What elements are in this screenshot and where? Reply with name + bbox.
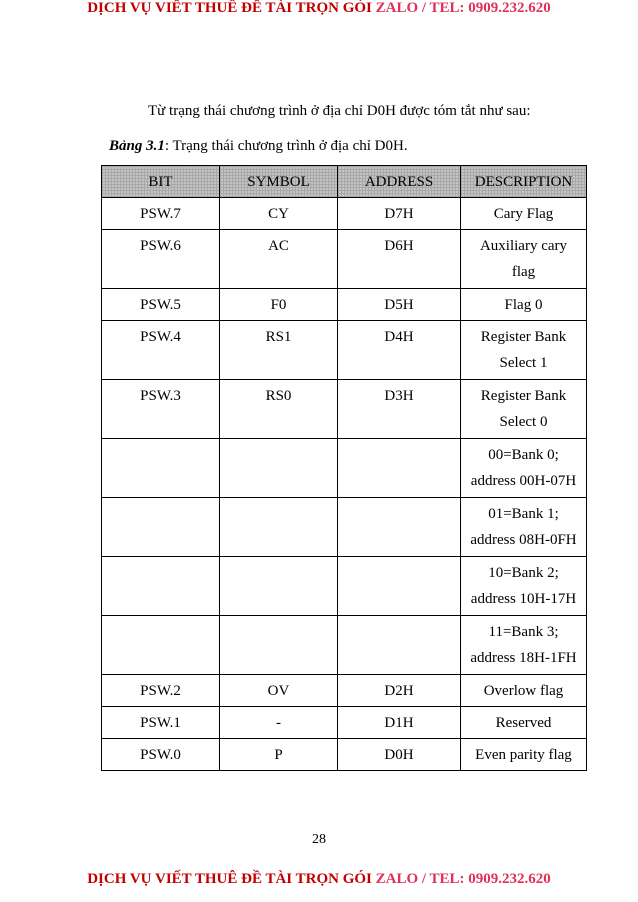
cell-description (461, 289, 587, 321)
table-caption (109, 138, 408, 155)
cell-description (461, 380, 587, 439)
cell-bit: PSW.2 (102, 675, 220, 707)
description-line: Flag 0 (504, 297, 543, 313)
description-line: 00=Bank 0; (488, 447, 559, 463)
cell-symbol: CY (220, 198, 338, 230)
cell-bit (102, 439, 220, 498)
cell-symbol: P (220, 739, 338, 771)
page-number: 28 (312, 832, 326, 847)
description-line: address 18H-1FH (470, 650, 577, 666)
description-line: Cary Flag (493, 206, 554, 222)
table-row (102, 439, 587, 498)
cell-bit: PSW.0 (102, 739, 220, 771)
cell-bit: PSW.6 (102, 230, 220, 289)
cell-symbol: RS0 (220, 380, 338, 439)
cell-bit: PSW.3 (102, 380, 220, 439)
table-row (102, 557, 587, 616)
table-row (102, 230, 587, 289)
description-line: flag (511, 264, 536, 280)
cell-symbol (220, 498, 338, 557)
table-header-row (102, 166, 587, 198)
cell-address: D7H (338, 198, 461, 230)
description-line: Auxiliary cary (479, 238, 568, 254)
cell-bit: PSW.1 (102, 707, 220, 739)
cell-symbol: OV (220, 675, 338, 707)
table-row (102, 675, 587, 707)
cell-address: D6H (338, 230, 461, 289)
cell-description (461, 198, 587, 230)
cell-bit: PSW.4 (102, 321, 220, 380)
cell-description (461, 321, 587, 380)
description-line: Register Bank (480, 329, 567, 345)
cell-address: D3H (338, 380, 461, 439)
header-address: ADDRESS (338, 166, 461, 198)
cell-description (461, 498, 587, 557)
table-row (102, 616, 587, 675)
cell-bit (102, 498, 220, 557)
description-line: Overlow flag (483, 683, 564, 699)
cell-symbol: - (220, 707, 338, 739)
caption-text: : Trạng thái chương trình ở địa chỉ D0H. (164, 138, 408, 154)
header-description: DESCRIPTION (461, 166, 587, 198)
banner-contact-text: ZALO / TEL: 0909.232.620 (375, 871, 551, 887)
psw-table (101, 165, 587, 771)
cell-address (338, 557, 461, 616)
description-line: address 00H-07H (470, 473, 577, 489)
cell-address: D1H (338, 707, 461, 739)
table-row (102, 321, 587, 380)
cell-bit: PSW.5 (102, 289, 220, 321)
cell-address: D5H (338, 289, 461, 321)
cell-bit: PSW.7 (102, 198, 220, 230)
cell-address (338, 616, 461, 675)
cell-symbol: F0 (220, 289, 338, 321)
intro-paragraph: Từ trạng thái chương trình ở địa chỉ D0H được tóm tắt như sau: (148, 103, 531, 119)
cell-description (461, 707, 587, 739)
header-banner (0, 0, 638, 17)
cell-description (461, 557, 587, 616)
description-line: Select 1 (499, 355, 548, 371)
cell-address (338, 498, 461, 557)
table-row (102, 739, 587, 771)
description-line: 10=Bank 2; (488, 565, 559, 581)
description-line: address 08H-0FH (470, 532, 577, 548)
banner-contact-text: ZALO / TEL: 0909.232.620 (375, 0, 551, 16)
header-bit: BIT (102, 166, 220, 198)
table-row (102, 289, 587, 321)
cell-bit (102, 557, 220, 616)
banner-service-text: DỊCH VỤ VIẾT THUÊ ĐỀ TÀI TRỌN GÓI (87, 871, 372, 887)
table-row (102, 707, 587, 739)
description-line: Register Bank (480, 388, 567, 404)
cell-description (461, 739, 587, 771)
cell-address (338, 439, 461, 498)
cell-description (461, 230, 587, 289)
cell-symbol: AC (220, 230, 338, 289)
description-line: Reserved (495, 715, 552, 731)
description-line: Even parity flag (475, 747, 572, 763)
table-row (102, 380, 587, 439)
cell-symbol (220, 439, 338, 498)
cell-address: D4H (338, 321, 461, 380)
cell-description (461, 675, 587, 707)
table-row (102, 498, 587, 557)
cell-bit (102, 616, 220, 675)
banner-service-text: DỊCH VỤ VIẾT THUÊ ĐỀ TÀI TRỌN GÓI (87, 0, 372, 16)
cell-description (461, 439, 587, 498)
description-line: Select 0 (499, 414, 548, 430)
description-line: 11=Bank 3; (488, 624, 559, 640)
header-symbol: SYMBOL (220, 166, 338, 198)
footer-banner (0, 871, 638, 888)
caption-label: Bảng 3.1 (109, 138, 165, 154)
description-line: address 10H-17H (470, 591, 577, 607)
cell-symbol: RS1 (220, 321, 338, 380)
cell-address: D2H (338, 675, 461, 707)
cell-description (461, 616, 587, 675)
table-row (102, 198, 587, 230)
cell-symbol (220, 616, 338, 675)
cell-symbol (220, 557, 338, 616)
cell-address: D0H (338, 739, 461, 771)
description-line: 01=Bank 1; (488, 506, 559, 522)
